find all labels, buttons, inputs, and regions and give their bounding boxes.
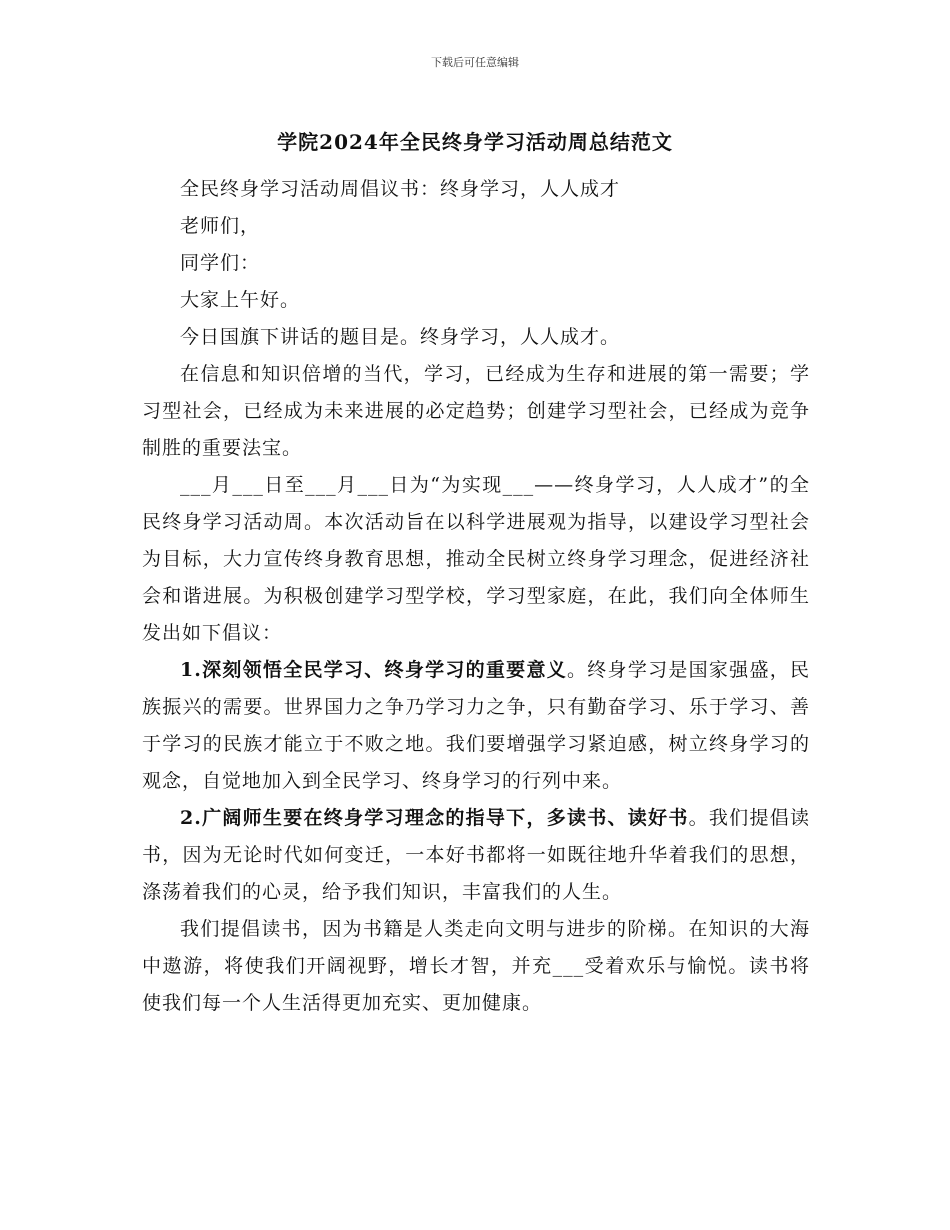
paragraph-intro: 在信息和知识倍增的当代，学习，已经成为生存和进展的第一需要；学习型社会，已经成为未来进展的必定趋势；创建学习型社会，已经成为竞争制胜的重要法宝。 xyxy=(142,363,810,459)
paragraph-event: ___月___日至___月___日为“为实现___——终身学习，人人成才”的全民终身学习活动周。本次活动旨在以科学进展观为指导，以建设学习型社会为目标，大力宣传终身教育思想，推动全民树立终身学习理念，促进经济社会和谐进展。为积极创建学习型学校，学习型家庭，在此，我们向全体师生发出如下倡议： xyxy=(142,474,810,644)
speech-topic-line: 今日国旗下讲话的题目是。终身学习，人人成才。 xyxy=(180,326,621,348)
paragraph-reading: 我们提倡读书，因为书籍是人类走向文明与进步的阶梯。在知识的大海中遨游，将使我们开阔视野，增长才智，并充___受着欢乐与愉悦。读书将使我们每一个人生活得更加充实、更加健康。 xyxy=(142,918,810,1014)
salutation-teachers: 老师们， xyxy=(180,215,261,237)
paragraph-point-2 xyxy=(142,800,810,911)
point-1-text: 。终身学习是国家强盛，民族振兴的需要。世界国力之争乃学习力之争，只有勤奋学习、乐于学习、善于学习的民族才能立于不败之地。我们要增强学习紧迫感，树立终身学习的观念，自觉地加入到全民学习、终身学习的行列中来。 xyxy=(142,659,810,792)
point-2-text: 。我们提倡读书，因为无论时代如何变迁，一本好书都将一如既往地升华着我们的思想，涤荡着我们的心灵，给予我们知识，丰富我们的人生。 xyxy=(142,807,810,903)
salutation-students: 同学们： xyxy=(180,252,261,274)
point-2-heading: 2.广阔师生要在终身学习理念的指导下，多读书、读好书 xyxy=(180,807,689,829)
point-1-heading: 1.深刻领悟全民学习、终身学习的重要意义 xyxy=(180,659,567,681)
document-title: 学院2024年全民终身学习活动周总结范文 xyxy=(277,130,673,154)
paragraph-point-1 xyxy=(142,652,810,800)
document-body xyxy=(142,171,810,1022)
proposal-heading-line: 全民终身学习活动周倡议书：终身学习，人人成才 xyxy=(180,178,621,200)
greeting-line: 大家上午好。 xyxy=(180,289,301,311)
header-note: 下载后可任意编辑 xyxy=(431,56,519,69)
